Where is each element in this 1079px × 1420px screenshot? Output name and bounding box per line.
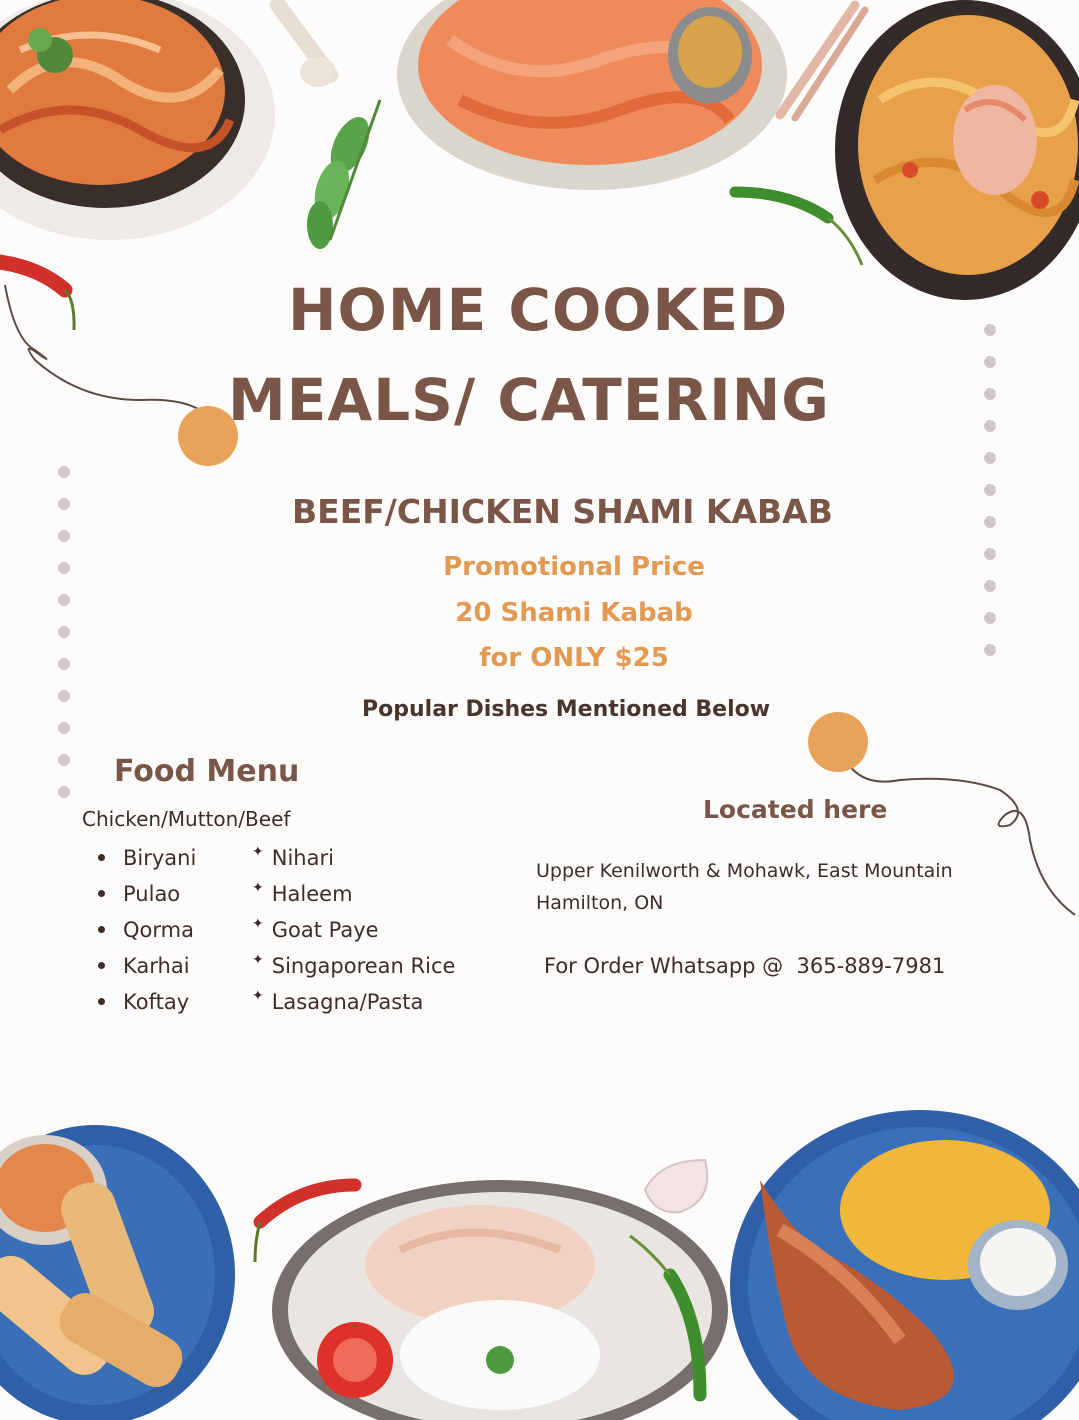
list-item: Karhai [98,948,196,984]
list-item: Pulao [98,876,196,912]
menu-column-1 [98,840,196,1020]
accent-circle-right [808,712,868,772]
menu-column-2 [252,840,455,1020]
green-chili-icon [735,192,862,265]
swirl-line-left [5,285,216,440]
spoon-illustration [278,5,336,87]
bottom-right-chicken-plate [730,1110,1079,1420]
food-menu-heading: Food Menu [114,754,300,789]
promo-line2: 20 Shami Kabab [455,598,693,628]
promo-line1: Promotional Price [443,552,705,582]
star-bullet-icon: ✦ [252,880,264,896]
page-title-line2: MEALS/ CATERING [228,366,830,434]
dotted-border-right [984,324,996,656]
list-item: ✦ Goat Paye [252,912,455,948]
top-left-noodle-bowl [0,0,275,240]
top-center-soup-bowl [397,0,787,190]
list-item: ✦ Haleem [252,876,455,912]
bullet-icon [98,854,105,861]
bullet-icon [98,962,105,969]
list-item: Biryani [98,840,196,876]
dotted-border-left [58,466,70,798]
address-line2: Hamilton, ON [536,892,664,914]
list-item: Koftay [98,984,196,1020]
star-bullet-icon: ✦ [252,988,264,1004]
list-item: ✦ Nihari [252,840,455,876]
star-bullet-icon: ✦ [252,844,264,860]
location-heading: Located here [703,795,888,824]
top-right-noodle-bowl [835,0,1079,300]
list-item: ✦ Lasagna/Pasta [252,984,455,1020]
bottom-left-spring-roll-plate [0,1125,235,1420]
leaf-icon [307,100,380,249]
page-title-line1: HOME COOKED [288,276,789,344]
bullet-icon [98,926,105,933]
garlic-icon [645,1160,707,1212]
order-label: For Order Whatsapp @ [544,954,784,978]
order-contact [544,954,945,978]
address-line1: Upper Kenilworth & Mohawk, East Mountain [536,860,953,882]
list-item: Qorma [98,912,196,948]
bullet-icon [98,998,105,1005]
list-item: ✦ Singaporean Rice [252,948,455,984]
popular-dishes-note: Popular Dishes Mentioned Below [362,697,771,722]
swirl-line-right [838,740,1075,915]
red-chili-icon [0,262,74,330]
star-bullet-icon: ✦ [252,952,264,968]
promo-line3: for ONLY $25 [479,643,669,673]
bullet-icon [98,890,105,897]
featured-dish: BEEF/CHICKEN SHAMI KABAB [292,492,833,531]
meat-options: Chicken/Mutton/Beef [82,807,291,831]
phone-number[interactable]: 365-889-7981 [796,954,946,978]
star-bullet-icon: ✦ [252,916,264,932]
bottom-center-rice-bowl [272,1180,728,1420]
